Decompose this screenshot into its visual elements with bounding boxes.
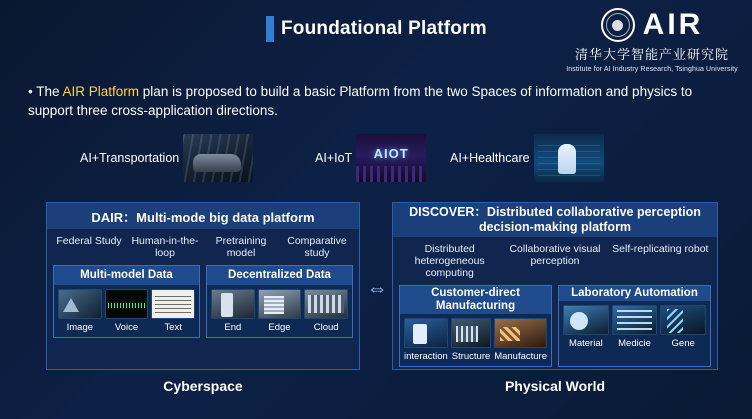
air-circle-logo-icon: [601, 8, 635, 42]
application-healthcare-label: AI+Healthcare: [450, 151, 530, 165]
tile-structure-caption: Structure: [451, 351, 491, 362]
group-laboratory-automation-title: Laboratory Automation: [559, 286, 710, 301]
bullet-highlight: AIR Platform: [62, 84, 140, 99]
image-thumbnail: [58, 289, 102, 319]
group-laboratory-automation-tiles: [559, 301, 710, 353]
application-transportation-label: AI+Transportation: [80, 151, 180, 165]
tile-interaction: [404, 318, 448, 362]
page-title: [266, 16, 487, 42]
physical-world-label: Physical World: [504, 378, 606, 394]
bullet-rest: plan is proposed to build a basic Platform from the two Spaces of information and physics to support three cross-application directions.: [28, 84, 693, 118]
dair-subitem-federal-study: Federal Study: [56, 235, 122, 247]
autonomous-car-photo: [183, 134, 253, 182]
tile-image-caption: Image: [66, 322, 94, 333]
logo-english-name: Institute for AI Industry Research, Tsinghua University: [566, 66, 738, 73]
discover-header: DISCOVER：Distributed collaborative perception decision-making platform: [393, 203, 717, 237]
tile-edge-caption: Edge: [268, 322, 291, 333]
dair-subitem-human-in-the-loop: Human-in-the-loop: [131, 235, 199, 259]
aiot-city-photo: [356, 134, 426, 182]
application-iot-label: AI+IoT: [315, 151, 353, 165]
tile-text-caption: Text: [164, 322, 182, 333]
group-laboratory-automation: [558, 285, 711, 367]
tile-edge: [258, 289, 302, 333]
tile-manufacture: [494, 318, 547, 362]
title-text: Foundational Platform: [281, 18, 487, 39]
tile-medicine-caption: Medicie: [618, 338, 651, 349]
tile-end: [211, 289, 255, 333]
tile-voice-caption: Voice: [114, 322, 139, 333]
logo-row: [562, 8, 742, 42]
group-customer-direct-manufacturing-tiles: [400, 314, 551, 366]
group-decentralized-data-title: Decentralized Data: [207, 266, 352, 285]
tile-image: [58, 289, 102, 333]
document-thumbnail: [151, 289, 195, 319]
dair-header: DAIR：Multi-mode big data platform: [47, 203, 359, 229]
doctor-hologram-photo: [534, 134, 604, 182]
group-customer-direct-manufacturing-title: Customer-direct Manufacturing: [400, 286, 551, 314]
tile-material: [563, 305, 609, 349]
tile-gene: [660, 305, 706, 349]
material-thumbnail: [563, 305, 609, 335]
discover-subitem-visual-perception: Collaborative visual perception: [509, 243, 601, 267]
discover-groups: [393, 281, 717, 373]
tile-voice: [105, 289, 149, 333]
discover-subitem-distributed-computing: Distributed heterogeneous computing: [414, 243, 485, 279]
tile-material-caption: Material: [568, 338, 603, 349]
tile-medicine: [612, 305, 658, 349]
bidirectional-arrow-icon: ⇔: [366, 277, 388, 300]
group-multi-model-data-tiles: [54, 285, 199, 337]
structure-thumbnail: [451, 318, 491, 348]
tile-end-caption: End: [224, 322, 242, 333]
application-iot: [315, 134, 426, 182]
waveform-thumbnail: [105, 289, 149, 319]
discover-panel: [392, 202, 718, 370]
group-customer-direct-manufacturing: [399, 285, 552, 367]
group-multi-model-data: [53, 265, 200, 338]
cyberspace-label: Cyberspace: [163, 378, 243, 394]
discover-subitems: [393, 237, 717, 281]
tile-cloud: [304, 289, 348, 333]
tile-gene-caption: Gene: [671, 338, 695, 349]
dair-subitems: [47, 229, 359, 261]
organization-logo: [562, 8, 742, 73]
title-accent-bar: [266, 16, 274, 42]
logo-acronym: AIR: [642, 8, 704, 41]
smartphone-thumbnail: [211, 289, 255, 319]
gene-thumbnail: [660, 305, 706, 335]
tile-interaction-caption: interaction: [404, 351, 448, 362]
factory-thumbnail: [494, 318, 547, 348]
bullet-prefix: • The: [28, 84, 63, 99]
datacenter-thumbnail: [304, 289, 348, 319]
dair-groups: [47, 261, 359, 344]
bullet-paragraph: [28, 82, 728, 120]
application-healthcare: [450, 134, 604, 182]
edge-server-thumbnail: [258, 289, 302, 319]
tablet-interaction-thumbnail: [404, 318, 448, 348]
tile-text: [151, 289, 195, 333]
dair-subitem-pretraining-model: Pretraining model: [215, 235, 267, 259]
tile-structure: [451, 318, 491, 362]
dair-panel: [46, 202, 360, 370]
tile-cloud-caption: Cloud: [313, 322, 339, 333]
application-transportation: [80, 134, 253, 182]
tile-manufacture-caption: Manufacture: [494, 351, 547, 362]
logo-chinese-name: 清华大学智能产业研究院: [574, 47, 729, 62]
group-decentralized-data-tiles: [207, 285, 352, 337]
discover-subitem-self-replicating-robot: Self-replicating robot: [612, 243, 709, 255]
application-directions: [80, 130, 680, 186]
group-decentralized-data: [206, 265, 353, 338]
medicine-thumbnail: [612, 305, 658, 335]
group-multi-model-data-title: Multi-model Data: [54, 266, 199, 285]
dair-subitem-comparative-study: Comparative study: [287, 235, 347, 259]
